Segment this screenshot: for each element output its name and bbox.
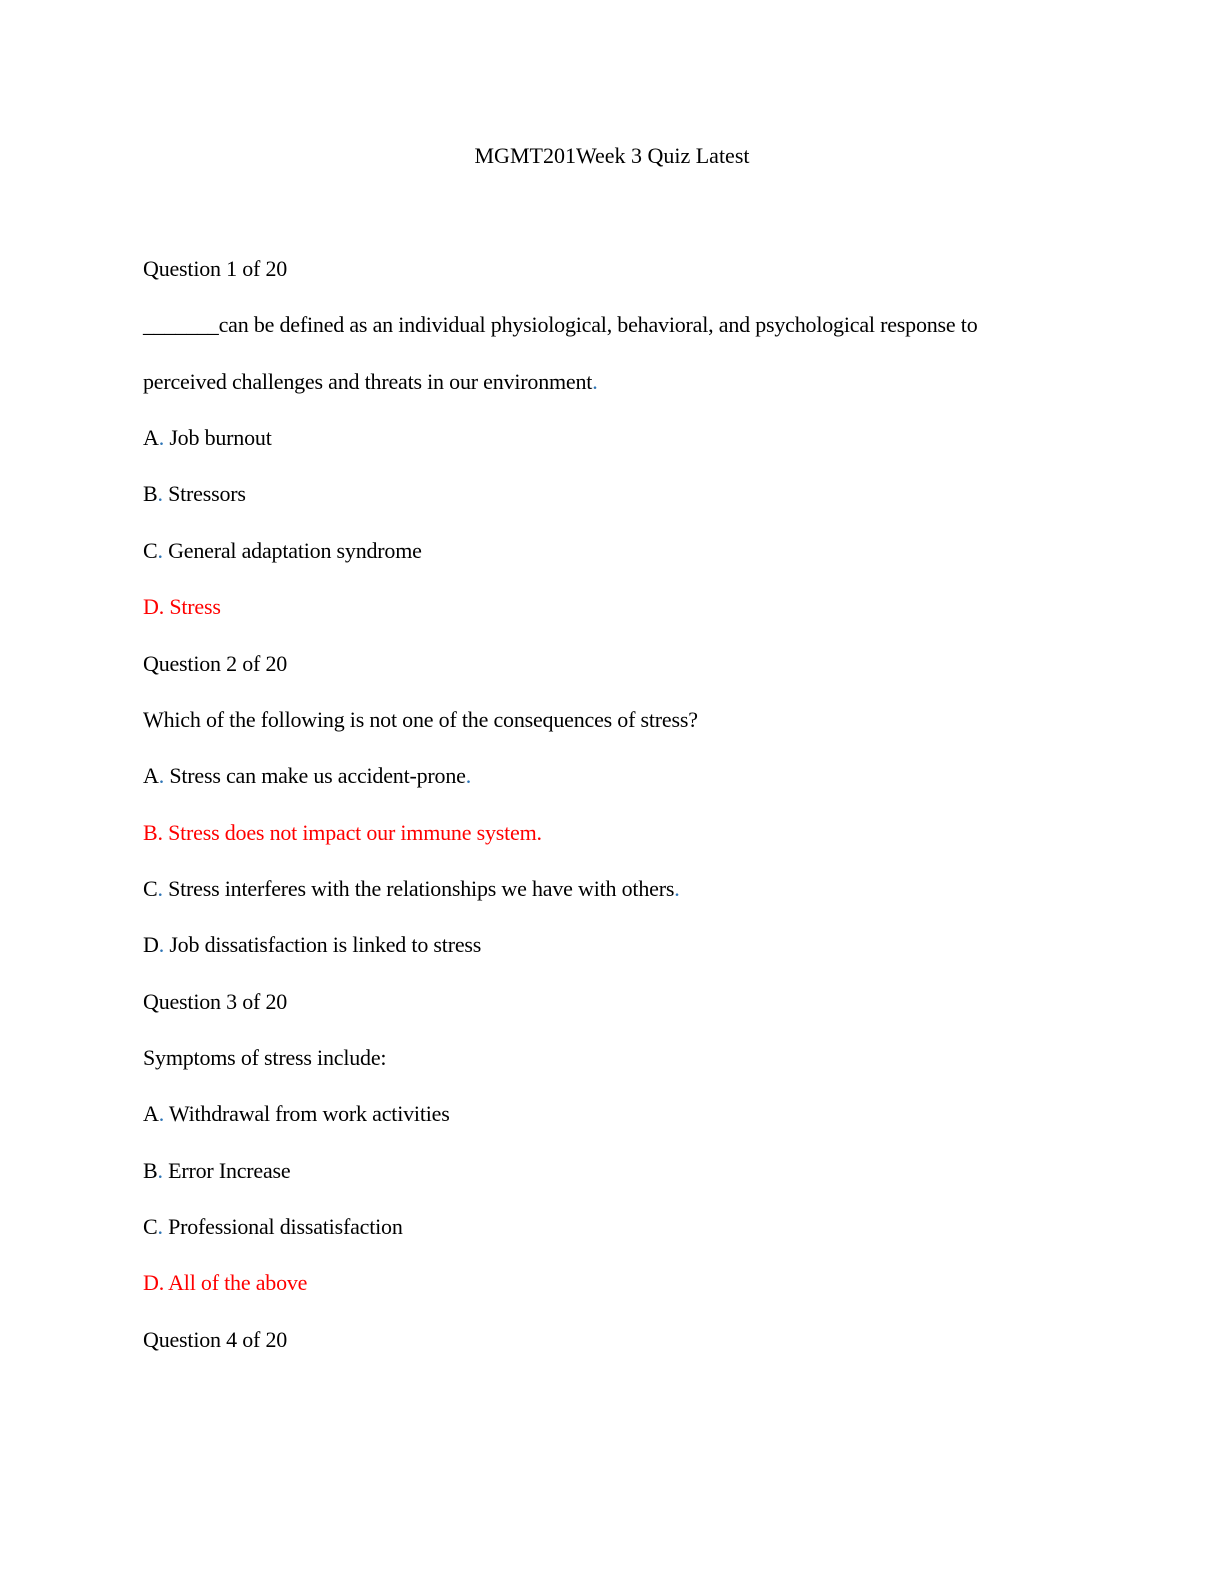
option-text: General adaptation syndrome [162,538,422,563]
question-3-option-a [143,1099,450,1129]
question-4-header: Question 4 of 20 [143,1327,288,1352]
question-1-option-a [143,423,272,453]
option-end: . [465,763,472,788]
option-letter: D [143,594,159,619]
option-separator: . [158,594,165,619]
option-letter: D [143,932,159,957]
option-end: . [674,876,680,901]
option-letter: C [143,538,158,563]
question-2-option-d [143,930,481,960]
option-separator: . [158,425,165,450]
question-2-option-a [143,761,471,791]
option-text: Stress [164,594,221,619]
option-separator: . [158,932,165,957]
option-text: Stress does not impact our immune system. [162,820,542,845]
option-separator: . [157,1158,163,1183]
question-1-option-d-correct [143,592,221,622]
option-text: All of the above [164,1270,308,1295]
option-separator: . [157,1214,163,1239]
question-3-text: Symptoms of stress include: [143,1045,387,1070]
question-1-header: Question 1 of 20 [143,256,288,281]
option-letter: B [143,1158,158,1183]
option-text: Stress interferes with the relationships we have with others [162,876,675,901]
option-text: Professional dissatisfaction [162,1214,403,1239]
option-letter: C [143,1214,158,1239]
question-3-header: Question 3 of 20 [143,989,288,1014]
option-letter: A [143,1101,159,1126]
question-3-option-b [143,1156,291,1186]
question-1-text-end: . [592,369,598,394]
question-1-text-line-2-body: perceived challenges and threats in our environment [143,369,593,394]
option-letter: A [143,763,159,788]
option-separator: . [157,481,163,506]
option-text: Stressors [162,481,246,506]
option-text: Job dissatisfaction is linked to stress [164,932,482,957]
question-1-text-line-2 [143,367,598,397]
question-2-header: Question 2 of 20 [143,651,288,676]
option-separator: . [158,1101,165,1126]
document-title: MGMT201Week 3 Quiz Latest [474,143,750,168]
option-letter: C [143,876,158,901]
option-separator: . [158,763,165,788]
question-3-option-c [143,1212,403,1242]
question-1-text-line-1: _______can be defined as an individual physiological, behavioral, and psychological response to [143,312,978,337]
question-1-option-b [143,479,246,509]
question-2-option-c [143,874,680,904]
option-separator: . [158,1270,165,1295]
option-letter: D [143,1270,159,1295]
option-text: Withdrawal from work activities [164,1101,450,1126]
option-letter: B [143,481,158,506]
option-separator: . [157,820,163,845]
option-letter: A [143,425,159,450]
question-3-option-d-correct [143,1268,307,1298]
option-separator: . [157,876,163,901]
option-text: Stress can make us accident-prone [164,763,466,788]
option-separator: . [157,538,163,563]
option-letter: B [143,820,158,845]
option-text: Job burnout [164,425,272,450]
question-2-text: Which of the following is not one of the consequences of stress? [143,707,698,732]
option-text: Error Increase [162,1158,291,1183]
question-2-option-b-correct [143,818,542,848]
question-1-option-c [143,536,422,566]
